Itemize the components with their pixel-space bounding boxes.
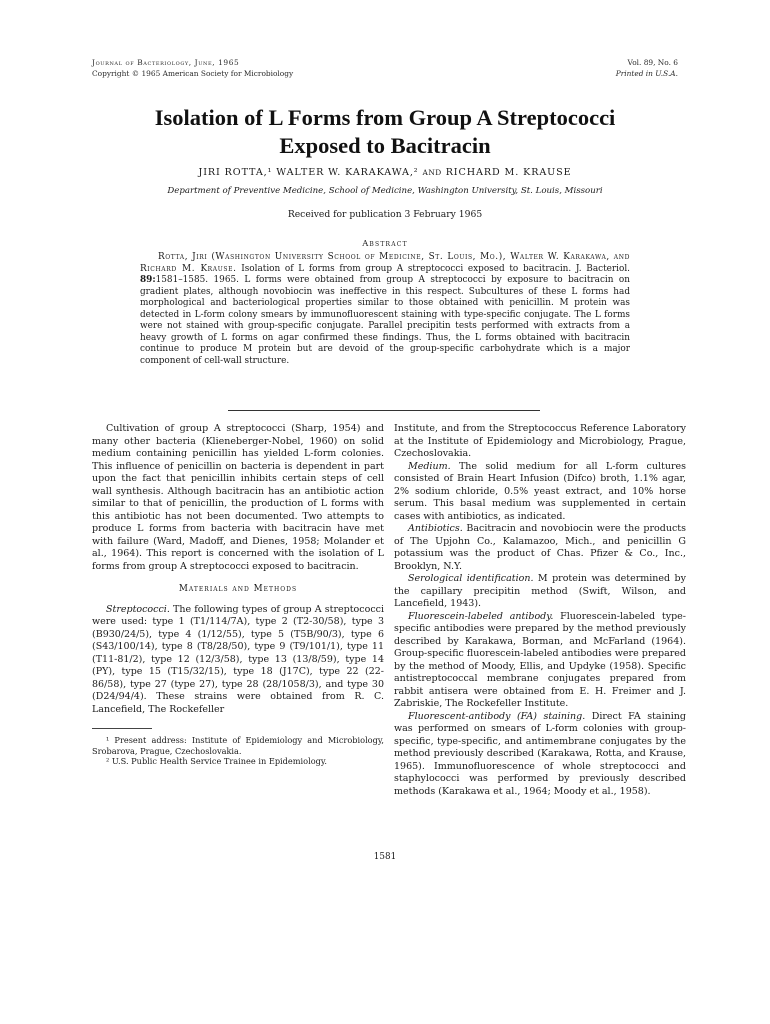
fa-staining-text: Direct FA staining was performed on smears of L-form colonies with group-specific, type-specific, and antimembrane conjugates by the method previously described (Karakawa, Rotta, and Krause, 1965). Immunofluorescence of whole streptococci and staphylococci was performed by previously described methods (Karakawa et al., 1964; Moody et al., 1958). — [394, 710, 686, 797]
running-header-left — [92, 58, 293, 79]
streptococci-paragraph — [92, 604, 384, 717]
serological-paragraph — [394, 573, 686, 611]
fluorescein-paragraph — [394, 611, 686, 711]
abstract-citation-title: Isolation of L forms from group A streptococci exposed to bacitracin. J. Bacteriol. — [236, 263, 630, 274]
fluorescein-label: Fluorescein-labeled antibody. — [408, 610, 554, 622]
section-divider — [228, 410, 540, 411]
author-1: JIRI ROTTA,¹ WALTER W. KARAKAWA,² — [198, 167, 419, 178]
title-line-2: Exposed to Bacitracin — [279, 133, 491, 158]
abstract-body — [140, 252, 630, 367]
antibiotics-paragraph — [394, 523, 686, 573]
fa-staining-label: Fluorescent-antibody (FA) staining. — [408, 710, 586, 722]
left-column — [92, 423, 384, 767]
abstract-heading: Abstract — [362, 238, 408, 248]
medium-paragraph — [394, 461, 686, 524]
running-header-right — [616, 58, 678, 79]
serological-label: Serological identification. — [408, 573, 534, 584]
footnote-1: ¹ Present address: Institute of Epidemiology and Microbiology, Srobarova, Prague, Czechoslovakia. — [92, 735, 384, 756]
abstract-citation-volume: 89: — [140, 275, 156, 285]
fa-staining-paragraph — [394, 711, 686, 799]
medium-text: The solid medium for all L-form cultures consisted of Brain Heart Infusion (Difco) broth, 1.1% agar, 2% sodium chloride, 0.5% yeast extract, and 10% horse serum. This basal medium was supplemented in certain cases with antibiotics, as indicated. — [394, 460, 686, 522]
author-list — [80, 167, 690, 178]
abstract-citation-names: Rotta, Jiri (Washington University School of Medicine, St. Louis, Mo.), Walter W. Karakawa, and Richard M. Krause. — [140, 252, 630, 274]
right-column — [394, 423, 686, 798]
intro-paragraph: Cultivation of group A streptococci (Sharp, 1954) and many other bacteria (Klieneberger-Nobel, 1960) on solid medium containing penicillin has yielded L-form colonies. This influence of penicillin on bacteria is dependent in part upon the fact that penicillin inhibits certain steps of cell wall synthesis. Although bacitracin has an antibiotic action similar to that of penicillin, the production of L forms with this antibiotic has not been documented. Two attempts to produce L forms from bacteria with bacitracin have met with failure (Ward, Madoff, and Dienes, 1958; Molander et al., 1964). This report is concerned with the isolation of L forms from group A streptococci exposed to bacitracin. — [92, 423, 384, 572]
journal-line: Journal of Bacteriology, June, 1965 — [92, 58, 240, 67]
printed-line: Printed in U.S.A. — [615, 68, 678, 78]
footnote-divider — [92, 728, 152, 729]
copyright-line: Copyright © 1965 American Society for Microbiology — [92, 68, 294, 78]
author-conjunction: AND — [422, 168, 442, 177]
continued-paragraph: Institute, and from the Streptococcus Reference Laboratory at the Institute of Epidemiology and Microbiology, Prague, Czechoslovakia. — [394, 423, 686, 459]
page-number: 1581 — [373, 852, 397, 862]
serological-text: M protein was determined by the capillary precipitin method (Swift, Wilson, and Lancefield, 1943). — [394, 573, 687, 609]
author-2: RICHARD M. KRAUSE — [445, 167, 572, 178]
footnote-2: ² U.S. Public Health Service Trainee in Epidemiology. — [106, 756, 327, 767]
article-title — [80, 104, 690, 160]
fluorescein-text: Fluorescein-labeled type-specific antibodies were prepared by the method previously described by Karakawa, Borman, and McFarland (1964). Group-specific fluorescein-labeled antibodies were prepared by the method of Moody, Ellis, and Updyke (1958). Specific antistreptococcal membrane conjugates prepared from rabbit antisera were obtained from E. H. Freimer and J. Zabriskie, The Rockefeller Institute. — [394, 610, 686, 709]
medium-label: Medium. — [408, 460, 451, 472]
volume-line: Vol. 89, No. 6 — [627, 58, 678, 67]
antibiotics-label: Antibiotics. — [408, 523, 463, 534]
streptococci-label: Streptococci. — [106, 603, 170, 615]
section-heading: Materials and Methods — [178, 584, 298, 594]
affiliation: Department of Preventive Medicine, School of Medicine, Washington University, St. Louis, Missouri — [167, 186, 603, 196]
antibiotics-text: Bacitracin and novobiocin were the products of The Upjohn Co., Kalamazoo, Mich., and penicillin G potassium was the product of Chas. Pfizer & Co., Inc., Brooklyn, N.Y. — [394, 523, 686, 572]
abstract-text: L forms were obtained from group A streptococci by exposure to bacitracin on gradient plates, although novobiocin was ineffective in this respect. Subcultures of these L forms had morphological and bacteriological properties similar to those obtained with penicillin. M protein was detected in L-form colony smears by immunofluorescent staining with type-specific conjugate. The L forms were not stained with group-specific conjugate. Parallel precipitin tests performed with extracts from a heavy growth of L forms on agar confirmed these findings. Thus, the L forms obtained with bacitracin continue to produce M protein but are devoid of the group-specific carbohydrate which is a major component of cell-wall structure. — [140, 275, 630, 366]
streptococci-text: The following types of group A streptococci were used: type 1 (T1/114/7A), type 2 (T2-30/58), type 3 (B930/24/5), type 4 (1/12/55), type 5 (T5B/90/3), type 6 (S43/100/14), type 8 (T8/28/50), type 9 (T9/101/1), type 11 (T11-81/2), type 12 (12/3/58), type 13 (13/8/59), type 14 (PY), type 15 (T15/32/15), type 18 (J17C), type 22 (22-86/58), type 27 (type 27), type 28 (28/1058/3), and type 30 (D24/94/4). These strains were obtained from R. C. Lancefield, The Rockefeller — [92, 603, 384, 715]
abstract-citation-pages: 1581–1585. 1965. — [155, 275, 239, 285]
received-date: Received for publication 3 February 1965 — [287, 209, 483, 220]
title-line-1: Isolation of L Forms from Group A Streptococci — [154, 105, 616, 130]
